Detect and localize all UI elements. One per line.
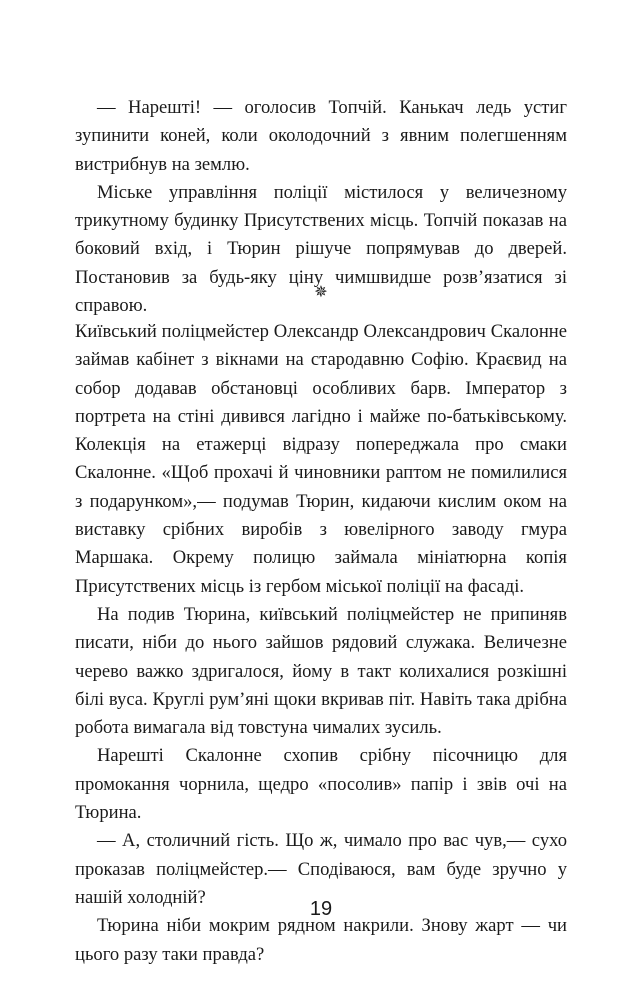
paragraph: Нарешті Скалонне схопив срібну пісочницю для промокання чорнила, щедро «посолив» папір і звів очі на Тюрина. (75, 745, 567, 824)
paragraph: На подив Тюрина, київський поліцмейстер не припиняв писати, ніби до нього зайшов рядовий служака. Величезне черево важко здригалося, йому в такт колихалися розкішні білі вуса. Круглі рум’яні щоки вкривав піт. Навіть така дрібна робота вимагала від товстуна чималих зусиль. (75, 603, 567, 739)
section-separator-icon: ✵ (314, 284, 328, 301)
section-2-text (75, 318, 567, 969)
page-number: 19 (309, 898, 333, 920)
paragraph: Київський поліцмейстер Олександр Олександрович Скалонне займав кабінет з вікнами на стародавню Софію. Краєвид на собор додавав обстановці особливих барв. Імператор з портрета на стіні дивився лагідно і майже по-батьківському. Колекція на етажерці відразу попереджала про смаки Скалонне. «Щоб прохачі й чиновники раптом не помилилися з подарунком»,— подумав Тюрин, кидаючи кислим оком на виставку срібних виробів з ювелірного заводу гмура Маршака. Окрему полицю займала мініатюрна копія Присутствених місць із гербом міської поліції на фасаді. (75, 321, 567, 597)
paragraph: Міське управління поліції містилося у величезному трикутному будинку Присутствених місць. Топчій показав на боковий вхід, і Тюрин рішуче попрямував до дверей. Постановив за будь-яку ціну чимшвидше розв’язатися зі справою. (75, 181, 567, 317)
paragraph: Тюрина ніби мокрим рядном накрили. Знову жарт — чи цього разу таки правда? (75, 915, 567, 965)
paragraph: — Нарешті! — оголосив Топчій. Канькач ледь устиг зупинити коней, коли околодочний з явним полегшенням вистрибнув на землю. (75, 97, 567, 175)
paragraph: — А, столичний гість. Що ж, чимало про вас чув,— сухо проказав поліцмейстер.— Сподіваюся, вам буде зручно у нашій холодній? (75, 830, 567, 908)
